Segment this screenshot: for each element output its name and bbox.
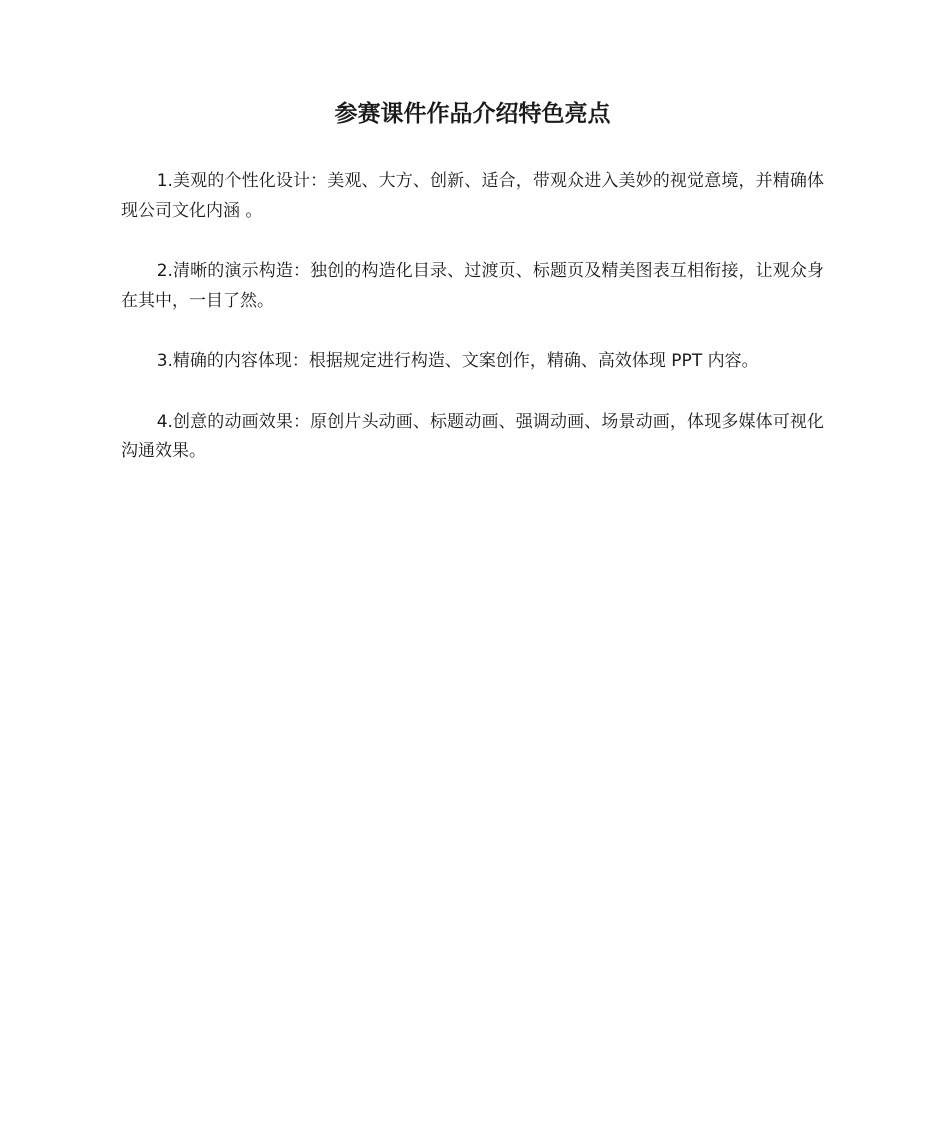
paragraph-3: 3.精确的内容体现：根据规定进行构造、文案创作，精确、高效体现 PPT 内容。 [156, 351, 759, 371]
paragraph-4: 4.创意的动画效果：原创片头动画、标题动画、强调动画、场景动画，体现多媒体可视化沟通效果。 [121, 411, 824, 461]
paragraph-1: 1.美观的个性化设计：美观、大方、创新、适合，带观众进入美妙的视觉意境，并精确体现公司文化内涵 。 [121, 171, 824, 221]
paragraph-2: 2.清晰的演示构造：独创的构造化目录、过渡页、标题页及精美图表互相衔接，让观众身在其中，一目了然。 [121, 261, 824, 311]
document-title: 参赛课件作品介绍特色亮点 [334, 101, 611, 127]
